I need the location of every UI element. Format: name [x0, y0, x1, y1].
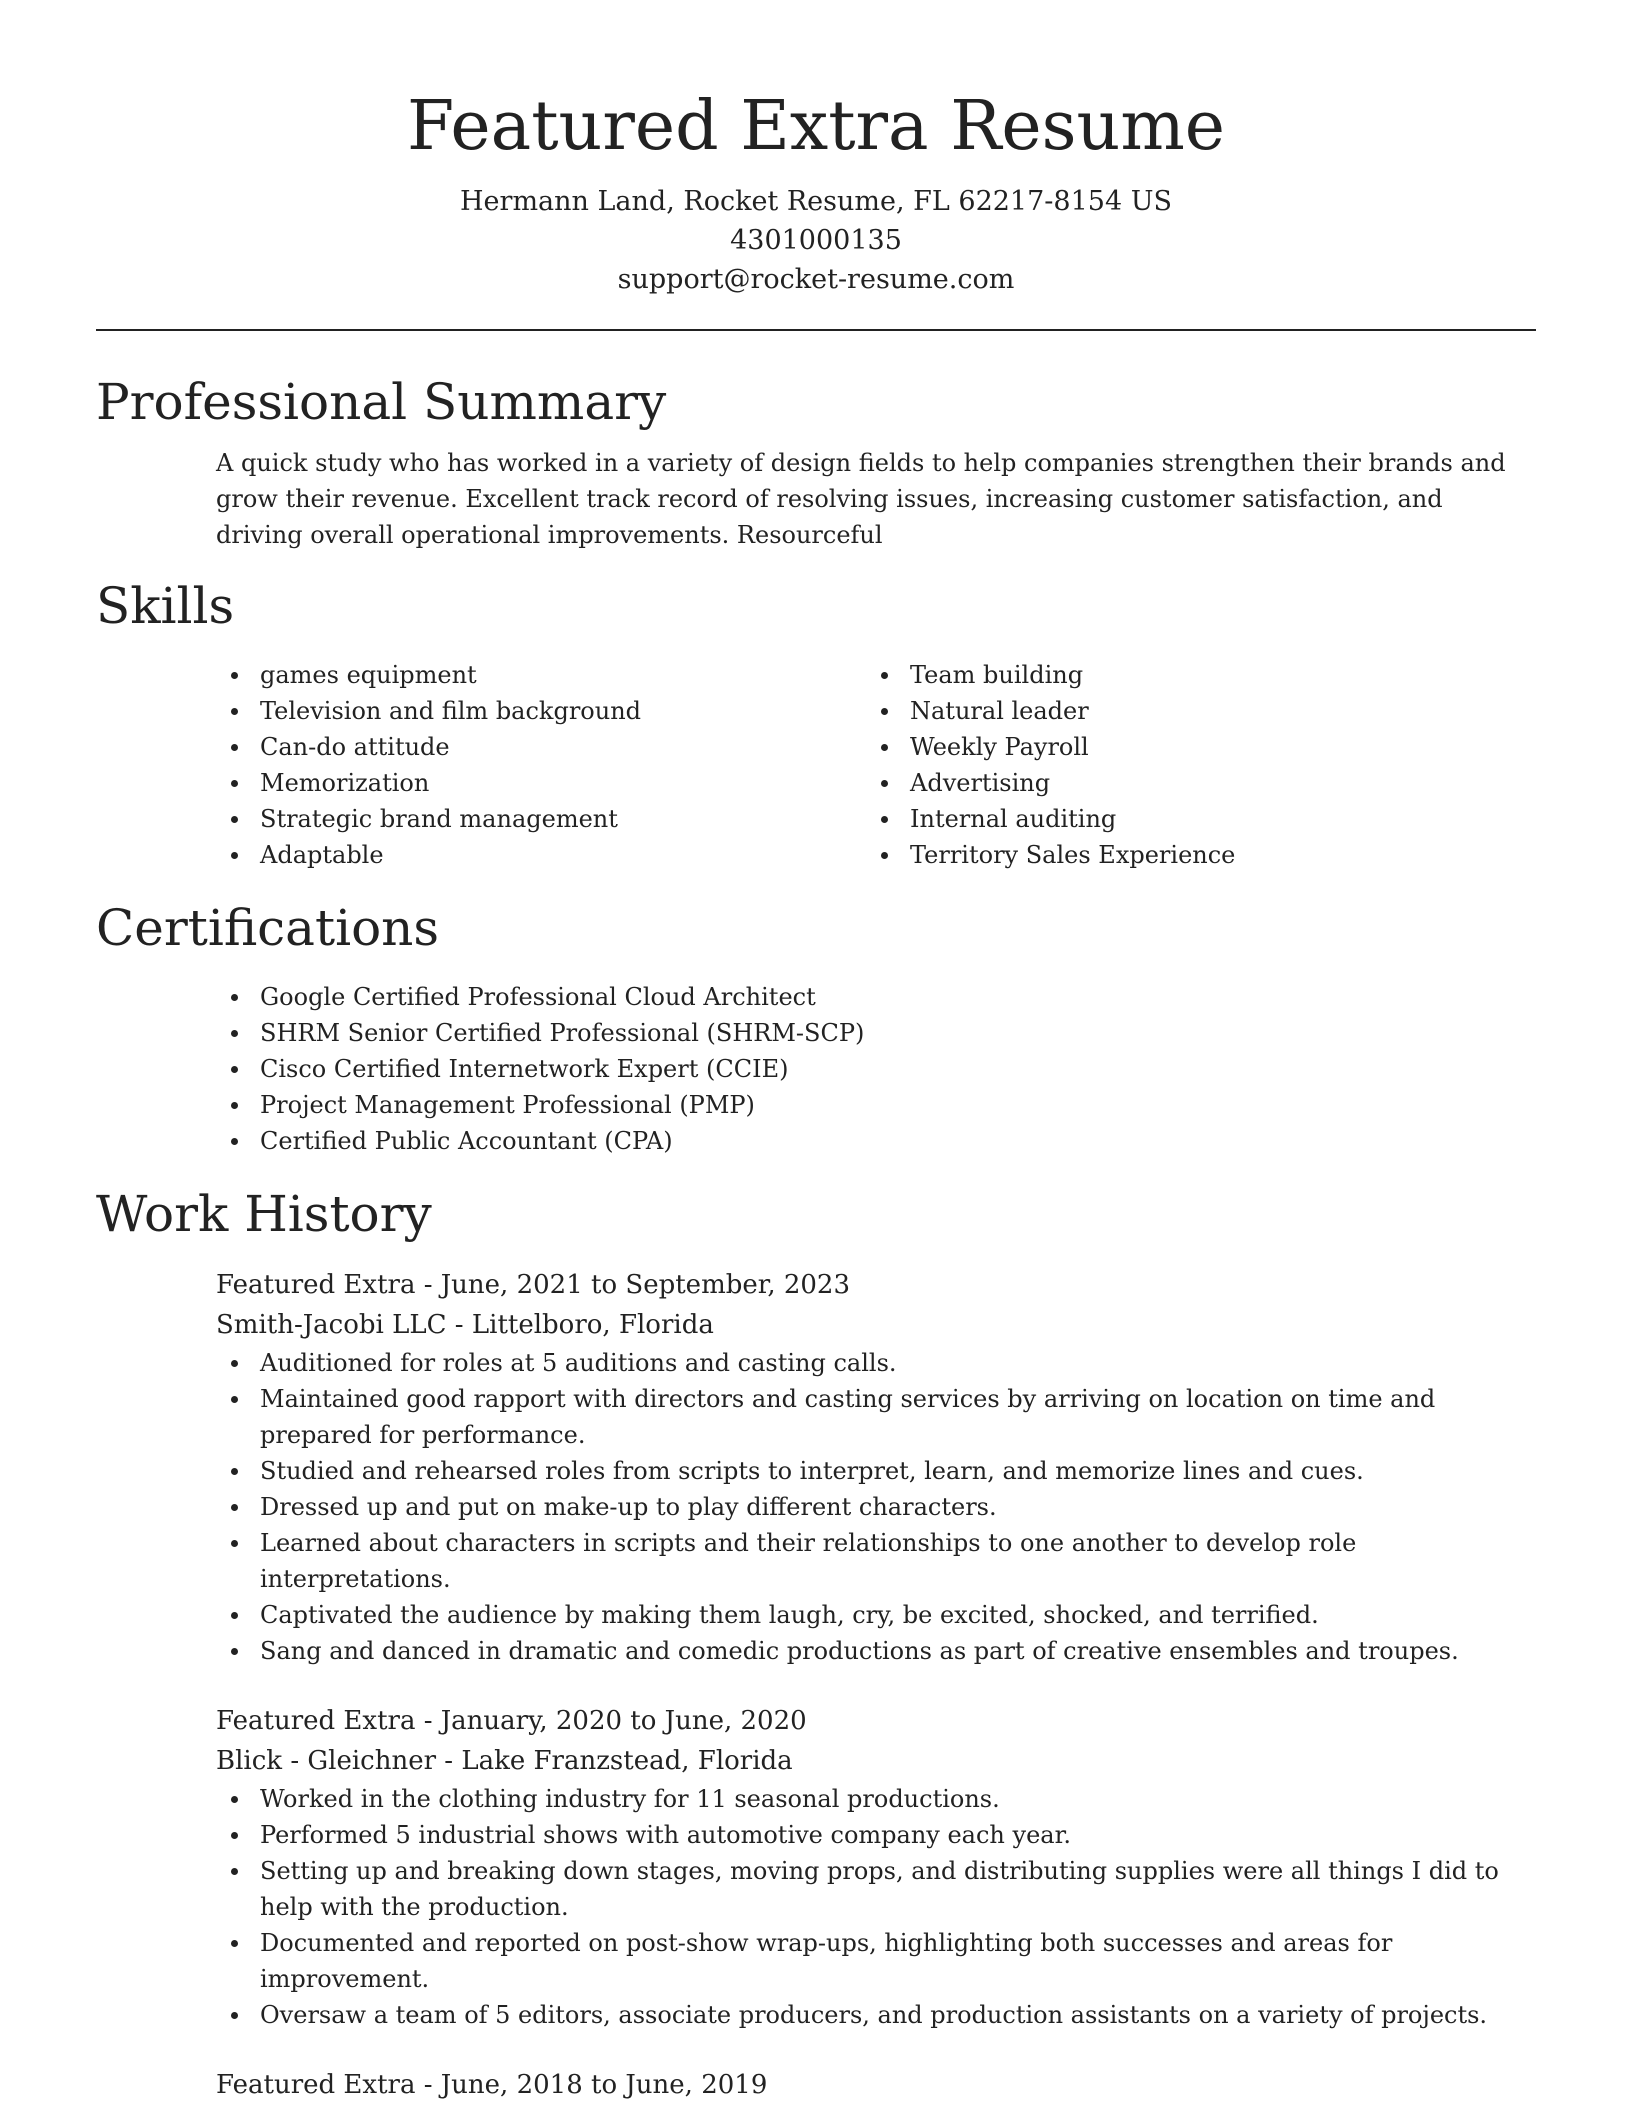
- job-duty-item: Captivated the audience by making them laugh, cry, be excited, shocked, and terrified.: [260, 1597, 1536, 1633]
- certifications-heading: Certifications: [96, 899, 440, 957]
- skill-item: Territory Sales Experience: [910, 837, 1516, 873]
- contact-email: support@rocket-resume.com: [617, 264, 1015, 295]
- skill-item: Advertising: [910, 765, 1516, 801]
- skills-column-left: [216, 657, 866, 873]
- contact-phone: 4301000135: [730, 225, 902, 256]
- skills-list-right: [866, 657, 1516, 873]
- job-duty-item: Worked in the clothing industry for 11 seasonal productions.: [260, 1781, 1536, 1817]
- contact-info: [96, 182, 1536, 299]
- certification-item: Google Certified Professional Cloud Architect: [260, 979, 1536, 1015]
- skill-item: Television and film background: [260, 693, 866, 729]
- skill-item: games equipment: [260, 657, 866, 693]
- job-duties-list: [216, 1345, 1536, 1669]
- skills-list-left: [216, 657, 866, 873]
- skill-item: Memorization: [260, 765, 866, 801]
- job-entry: [216, 1265, 1536, 1669]
- job-company-line: Smith-Jacobi LLC - Littelboro, Florida: [216, 1310, 714, 1340]
- skills-heading: Skills: [96, 577, 235, 635]
- skill-item: Can-do attitude: [260, 729, 866, 765]
- skills-grid: [216, 657, 1536, 873]
- job-duty-item: Maintained good rapport with directors and casting services by arriving on location on time and prepared for performance.: [260, 1381, 1536, 1453]
- job-duty-item: Performed 5 industrial shows with automotive company each year.: [260, 1817, 1536, 1853]
- resume-page: [96, 0, 1536, 2105]
- job-duty-item: Setting up and breaking down stages, moving props, and distributing supplies were all things I did to help with the production.: [260, 1853, 1536, 1925]
- summary-heading: Professional Summary: [96, 373, 667, 431]
- skills-column-right: [866, 657, 1516, 873]
- job-title-line: Featured Extra - January, 2020 to June, 2020: [216, 1706, 807, 1736]
- header-divider: [96, 329, 1536, 331]
- job-entry: [216, 1701, 1536, 2033]
- skill-item: Team building: [910, 657, 1516, 693]
- certifications-list: [216, 979, 1536, 1159]
- skill-item: Internal auditing: [910, 801, 1516, 837]
- work-history-heading: Work History: [96, 1185, 432, 1243]
- skill-item: Weekly Payroll: [910, 729, 1516, 765]
- skill-item: Strategic brand management: [260, 801, 866, 837]
- job-duty-item: Dressed up and put on make-up to play different characters.: [260, 1489, 1536, 1525]
- certification-item: SHRM Senior Certified Professional (SHRM-SCP): [260, 1015, 1536, 1051]
- skill-item: Natural leader: [910, 693, 1516, 729]
- certification-item: Cisco Certified Internetwork Expert (CCIE): [260, 1051, 1536, 1087]
- job-entry: [216, 2065, 1536, 2105]
- job-duties-list: [216, 1781, 1536, 2033]
- job-duty-item: Auditioned for roles at 5 auditions and casting calls.: [260, 1345, 1536, 1381]
- job-duty-item: Oversaw a team of 5 editors, associate producers, and production assistants on a variety of projects.: [260, 1997, 1536, 2033]
- job-duty-item: Studied and rehearsed roles from scripts to interpret, learn, and memorize lines and cues.: [260, 1453, 1536, 1489]
- resume-title: Featured Extra Resume: [406, 87, 1226, 166]
- certification-item: Certified Public Accountant (CPA): [260, 1123, 1536, 1159]
- job-title-line: Featured Extra - June, 2021 to September, 2023: [216, 1270, 851, 1300]
- job-duty-item: Documented and reported on post-show wrap-ups, highlighting both successes and areas for improvement.: [260, 1925, 1536, 1997]
- skill-item: Adaptable: [260, 837, 866, 873]
- job-duty-item: Learned about characters in scripts and their relationships to one another to develop role interpretations.: [260, 1525, 1536, 1597]
- job-title-line: Featured Extra - June, 2018 to June, 2019: [216, 2070, 768, 2100]
- certification-item: Project Management Professional (PMP): [260, 1087, 1536, 1123]
- certifications-block: [216, 979, 1536, 1159]
- job-company-line: Blick - Gleichner - Lake Franzstead, Florida: [216, 1746, 793, 1776]
- contact-address: Hermann Land, Rocket Resume, FL 62217-8154 US: [460, 186, 1172, 217]
- summary-text: A quick study who has worked in a variety of design fields to help companies strengthen their brands and grow their revenue. Excellent track record of resolving issues, increasing customer satisfaction, and driving overall operational improvements. Resourceful: [216, 449, 1506, 549]
- job-duty-item: Sang and danced in dramatic and comedic productions as part of creative ensembles and troupes.: [260, 1633, 1536, 1669]
